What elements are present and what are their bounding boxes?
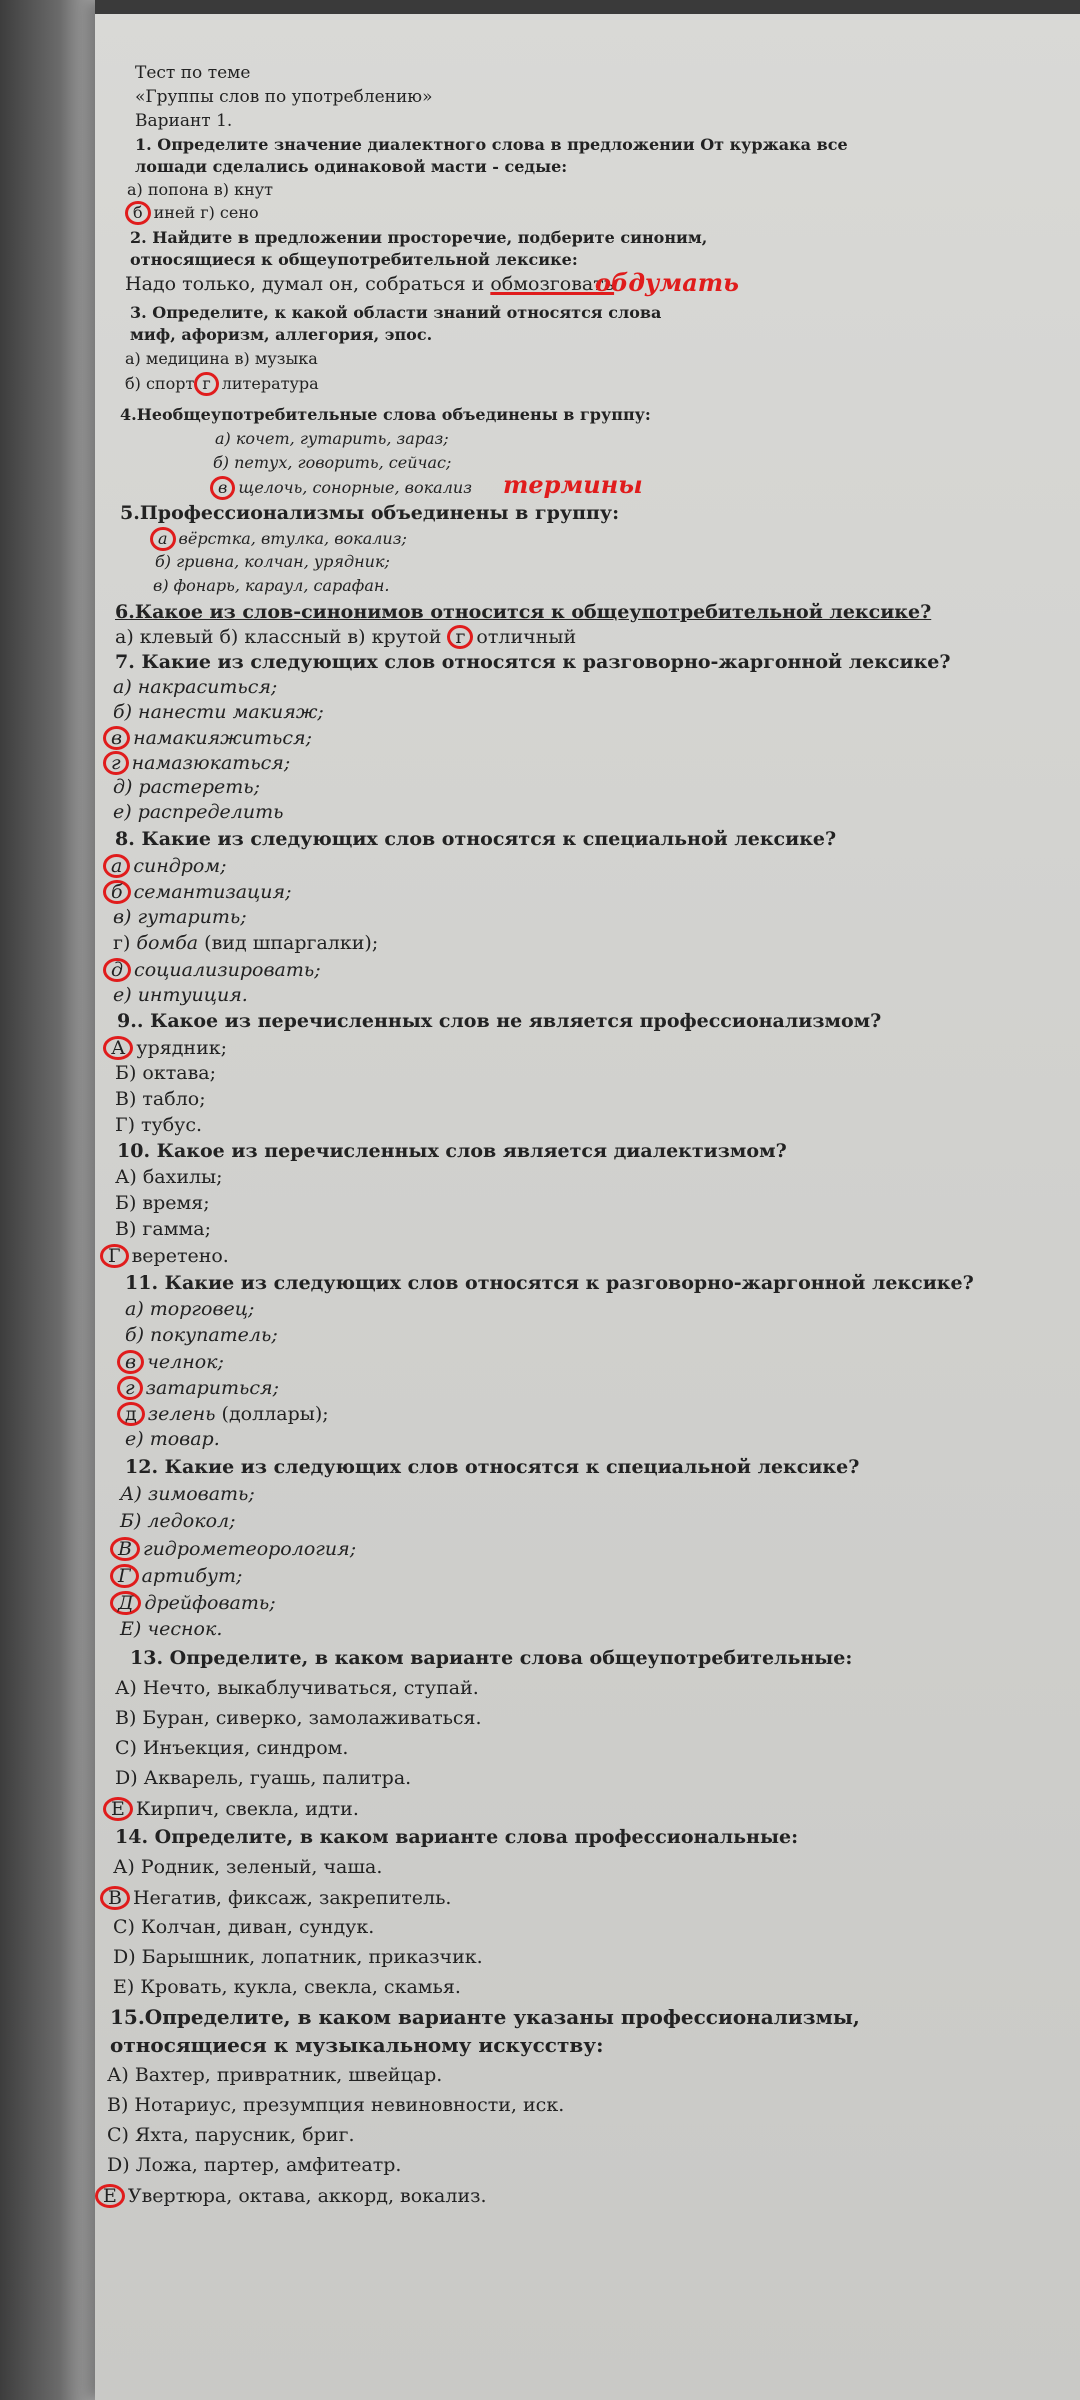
q15-option-b: В) Нотариус, презумпция невиновности, иск. bbox=[107, 2094, 565, 2116]
q2-slang-word: обмозговать bbox=[490, 273, 615, 295]
q12-option-a: А) зимовать; bbox=[120, 1483, 255, 1505]
q7-option-d-text: намазюкаться; bbox=[131, 752, 291, 774]
q6-title: 6.Какое из слов-синонимов относится к общеупотребительной лексике? bbox=[115, 601, 932, 623]
q9-option-d: Г) тубус. bbox=[115, 1114, 203, 1136]
q9-option-b: Б) октава; bbox=[115, 1062, 216, 1084]
q8-title: 8. Какие из следующих слов относятся к специальной лексике? bbox=[115, 828, 837, 850]
q11-title: 11. Какие из следующих слов относятся к разговорно-жаргонной лексике? bbox=[125, 1272, 974, 1294]
q12-option-b: Б) ледокол; bbox=[120, 1510, 236, 1532]
q8-option-b-text: семантизация; bbox=[133, 881, 292, 903]
q12-option-d bbox=[110, 1564, 242, 1588]
q9-option-a-text: урядник; bbox=[136, 1037, 228, 1059]
q14-option-a: А) Родник, зеленый, чаша. bbox=[113, 1856, 383, 1878]
q8-mark-a: а bbox=[103, 854, 130, 878]
q12-mark-d: Г bbox=[110, 1564, 139, 1588]
q15-title-1: 15.Определите, в каком варианте указаны профессионализмы, bbox=[110, 2005, 860, 2029]
q8-option-d-prefix: г) bbox=[113, 932, 137, 954]
q7-option-b: б) нанести макияж; bbox=[113, 701, 324, 723]
q8-option-d bbox=[113, 932, 378, 954]
q6-options bbox=[115, 625, 576, 649]
q2-sentence-text: Надо только, думал он, собраться и bbox=[125, 273, 491, 295]
q13-option-c: С) Инъекция, синдром. bbox=[115, 1737, 349, 1759]
q2-sentence bbox=[125, 273, 614, 295]
q11-option-e bbox=[117, 1402, 329, 1426]
q10-option-d bbox=[100, 1244, 229, 1268]
q5-option-c: в) фонарь, караул, сарафан. bbox=[153, 576, 390, 595]
q15-title-2: относящиеся к музыкальному искусству: bbox=[110, 2033, 604, 2057]
q7-option-a: а) накраситься; bbox=[113, 676, 278, 698]
q3-answer-mark: г bbox=[194, 372, 218, 396]
q10-option-d-text: веретено. bbox=[131, 1245, 229, 1267]
q4-option-a: а) кочет, гутарить, зараз; bbox=[215, 429, 449, 448]
q3-options-1: а) медицина в) музыка bbox=[125, 349, 318, 368]
q6-option-last: отличный bbox=[476, 626, 577, 648]
q15-option-e bbox=[95, 2184, 487, 2208]
q15-option-c: С) Яхта, парусник, бриг. bbox=[107, 2124, 355, 2146]
q13-title: 13. Определите, в каком варианте слова общеупотребительные: bbox=[130, 1647, 853, 1669]
q12-option-e bbox=[110, 1591, 276, 1615]
header-topic: Тест по теме bbox=[135, 63, 251, 83]
q8-mark-b: б bbox=[103, 880, 131, 904]
q11-option-b: б) покупатель; bbox=[125, 1324, 278, 1346]
q5-title: 5.Профессионализмы объединены в группу: bbox=[120, 502, 620, 524]
header-title: «Группы слов по употреблению» bbox=[135, 87, 433, 107]
q7-mark-d: г bbox=[103, 751, 129, 775]
header-variant: Вариант 1. bbox=[135, 111, 233, 131]
q7-title: 7. Какие из следующих слов относятся к разговорно-жаргонной лексике? bbox=[115, 651, 951, 673]
q11-option-a: а) торговец; bbox=[125, 1298, 255, 1320]
q10-answer-mark: Г bbox=[100, 1244, 129, 1268]
q3-options-2b: литература bbox=[221, 374, 319, 393]
q11-option-c-text: челнок; bbox=[147, 1351, 224, 1373]
q15-option-e-text: Увертюра, октава, аккорд, вокализ. bbox=[127, 2185, 487, 2207]
q12-mark-c: В bbox=[110, 1537, 140, 1561]
q7-option-c bbox=[103, 726, 312, 750]
q8-mark-e: д bbox=[103, 958, 131, 982]
q1-title-2: лошади сделались одинаковой масти - седые: bbox=[135, 157, 568, 176]
q9-answer-mark: А bbox=[103, 1036, 133, 1060]
q12-title: 12. Какие из следующих слов относятся к специальной лексике? bbox=[125, 1456, 860, 1478]
q5-option-b: б) гривна, колчан, урядник; bbox=[155, 552, 390, 571]
q3-options-2 bbox=[125, 372, 319, 396]
q13-option-d: D) Акварель, гуашь, палитра. bbox=[115, 1767, 412, 1789]
q12-option-f: Е) чеснок. bbox=[120, 1618, 223, 1640]
q14-option-b-text: Негатив, фиксаж, закрепитель. bbox=[132, 1887, 452, 1909]
q8-option-f: е) интуиция. bbox=[113, 984, 248, 1006]
q3-title-2: миф, афоризм, аллегория, эпос. bbox=[130, 325, 433, 344]
q9-title: 9.. Какое из перечисленных слов не является профессионализмом? bbox=[117, 1010, 882, 1032]
q8-option-d-word: бомба bbox=[136, 932, 199, 954]
q7-mark-c: в bbox=[103, 726, 130, 750]
q13-option-b: В) Буран, сиверко, замолаживаться. bbox=[115, 1707, 482, 1729]
q12-option-c bbox=[110, 1537, 356, 1561]
q11-mark-c: в bbox=[117, 1350, 144, 1374]
q8-option-b bbox=[103, 880, 292, 904]
q15-answer-mark: Е bbox=[95, 2184, 125, 2208]
q1-options-2 bbox=[125, 201, 259, 225]
q4-option-c bbox=[210, 476, 472, 500]
q11-option-d bbox=[117, 1376, 279, 1400]
q4-option-c-text: щелочь, сонорные, вокализ bbox=[238, 478, 472, 497]
q8-option-a bbox=[103, 854, 227, 878]
q8-option-d-rest: (вид шпаргалки); bbox=[198, 932, 379, 954]
q1-options-1: а) попона в) кнут bbox=[127, 180, 274, 199]
q15-option-d: D) Ложа, партер, амфитеатр. bbox=[107, 2154, 402, 2176]
q7-option-c-text: намакияжиться; bbox=[133, 727, 312, 749]
q8-option-e-text: социализировать; bbox=[134, 959, 321, 981]
q10-title: 10. Какое из перечисленных слов является диалектизмом? bbox=[117, 1140, 787, 1162]
q15-option-a: А) Вахтер, привратник, швейцар. bbox=[107, 2064, 443, 2086]
q5-answer-mark: а bbox=[150, 527, 176, 551]
q1-title-1: 1. Определите значение диалектного слова в предложении От куржака все bbox=[135, 135, 848, 154]
q14-option-c: С) Колчан, диван, сундук. bbox=[113, 1916, 375, 1938]
q13-option-e bbox=[103, 1797, 359, 1821]
q7-option-e: д) растереть; bbox=[113, 776, 261, 798]
q13-answer-mark: Е bbox=[103, 1797, 133, 1821]
q12-option-d-text: артибут; bbox=[141, 1565, 243, 1587]
q11-mark-e: д bbox=[117, 1402, 145, 1426]
q7-option-f: е) распределить bbox=[113, 801, 284, 823]
q11-mark-d: г bbox=[117, 1376, 143, 1400]
q11-option-e-word: зелень bbox=[147, 1403, 216, 1425]
q13-option-a: А) Нечто, выкаблучиваться, ступай. bbox=[115, 1677, 479, 1699]
q8-option-e bbox=[103, 958, 321, 982]
q3-options-2a: б) спорт bbox=[125, 374, 195, 393]
q8-option-c: в) гутарить; bbox=[113, 906, 247, 928]
q11-option-f: е) товар. bbox=[125, 1428, 220, 1450]
q5-option-a bbox=[150, 527, 407, 551]
q3-title-1: 3. Определите, к какой области знаний относятся слова bbox=[130, 303, 662, 322]
q12-option-c-text: гидрометеорология; bbox=[142, 1538, 357, 1560]
q12-option-e-text: дрейфовать; bbox=[144, 1592, 276, 1614]
test-paper bbox=[95, 0, 1080, 2400]
q4-title: 4.Необщеупотребительные слова объединены в группу: bbox=[120, 405, 651, 424]
q12-mark-e: Д bbox=[110, 1591, 141, 1615]
q6-options-text: а) клевый б) классный в) крутой bbox=[115, 626, 442, 648]
q5-option-a-text: вёрстка, втулка, вокализ; bbox=[178, 529, 407, 548]
q2-title-1: 2. Найдите в предложении просторечие, подберите синоним, bbox=[130, 228, 708, 247]
q8-option-a-text: синдром; bbox=[133, 855, 227, 877]
q7-option-d bbox=[103, 751, 290, 775]
q6-answer-mark: г bbox=[447, 625, 473, 649]
q1-answer-mark: б bbox=[125, 201, 151, 225]
q4-option-b: б) петух, говорить, сейчас; bbox=[213, 453, 452, 472]
q10-option-b: Б) время; bbox=[115, 1192, 210, 1214]
q14-title: 14. Определите, в каком варианте слова профессиональные: bbox=[115, 1826, 799, 1848]
q2-title-2: относящиеся к общеупотребительной лексике: bbox=[130, 250, 578, 269]
q2-handwritten-answer: обдумать bbox=[595, 268, 739, 297]
q13-option-e-text: Кирпич, свекла, идти. bbox=[135, 1798, 359, 1820]
q11-option-c bbox=[117, 1350, 224, 1374]
q14-option-e: Е) Кровать, кукла, свекла, скамья. bbox=[113, 1976, 461, 1998]
paper-top-shadow bbox=[95, 0, 1080, 14]
q14-answer-mark: В bbox=[100, 1886, 130, 1910]
q1-options-2-text: иней г) сено bbox=[153, 203, 259, 222]
q14-option-d: D) Барышник, лопатник, приказчик. bbox=[113, 1946, 483, 1968]
q10-option-c: В) гамма; bbox=[115, 1218, 211, 1240]
q4-handwritten-note: термины bbox=[503, 470, 643, 499]
q9-option-c: В) табло; bbox=[115, 1088, 206, 1110]
q11-option-e-rest: (доллары); bbox=[215, 1403, 329, 1425]
q10-option-a: А) бахилы; bbox=[115, 1166, 223, 1188]
q14-option-b bbox=[100, 1886, 451, 1910]
q9-option-a bbox=[103, 1036, 227, 1060]
q4-answer-mark: в bbox=[210, 476, 235, 500]
q11-option-d-text: затариться; bbox=[145, 1377, 280, 1399]
